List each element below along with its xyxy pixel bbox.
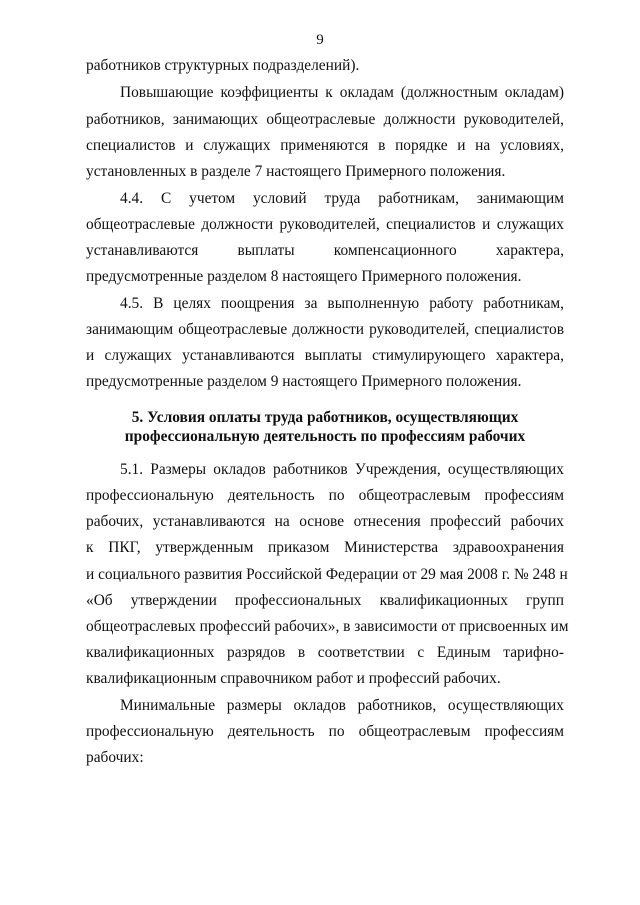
text-line: профессиональную деятельность по общеотраслевым профессиям [86, 723, 564, 740]
text-line: специалистов и служащих применяются в порядке и на условиях, [86, 137, 564, 154]
text-line: 4.5. В целях поощрения за выполненную работу работникам, [120, 295, 564, 312]
text-line: и социального развития Российской Федерации от 29 мая 2008 г. № 248 н [86, 566, 568, 583]
page-number: 9 [316, 32, 324, 48]
text-line: квалификационным справочником работ и профессий рабочих. [86, 670, 501, 687]
text-line: занимающим общеотраслевые должности руководителей, специалистов [86, 321, 564, 338]
text-line: общеотраслевые должности руководителей, специалистов и служащих [86, 216, 564, 233]
text-line: Повышающие коэффициенты к окладам (должностным окладам) [120, 84, 564, 101]
text-line: 4.4. С учетом условий труда работникам, занимающим [120, 190, 564, 207]
text-line: работников структурных подразделений). [86, 57, 360, 74]
section-heading: профессиональную деятельность по профессиям рабочих [124, 428, 526, 445]
text-line: общеотраслевых профессий рабочих», в зависимости от присвоенных им [86, 618, 569, 635]
text-line: Минимальные размеры окладов работников, осуществляющих [120, 697, 564, 714]
section-heading: 5. Условия оплаты труда работников, осуществляющих [131, 409, 519, 426]
text-line: «Об утверждении профессиональных квалификационных групп [86, 592, 564, 609]
text-line: предусмотренные разделом 9 настоящего Примерного положения. [86, 373, 522, 390]
text-line: профессиональную деятельность по общеотраслевым профессиям [86, 487, 564, 504]
text-line: квалификационных разрядов в соответствии с Единым тарифно- [86, 644, 564, 661]
text-line: рабочих: [86, 749, 144, 766]
text-line: к ПКГ, утвержденным приказом Министерства здравоохранения [86, 539, 564, 556]
text-line: устанавливаются выплаты компенсационного характера, [86, 242, 564, 259]
text-line: и служащих устанавливаются выплаты стимулирующего характера, [86, 347, 564, 364]
text-line: 5.1. Размеры окладов работников Учреждения, осуществляющих [120, 461, 564, 478]
text-line: рабочих, устанавливаются на основе отнесения профессий рабочих [86, 513, 564, 530]
text-line: работников, занимающих общеотраслевые должности руководителей, [86, 111, 564, 128]
text-line: предусмотренные разделом 8 настоящего Примерного положения. [86, 268, 522, 285]
text-line: установленных в разделе 7 настоящего Примерного положения. [86, 163, 506, 180]
